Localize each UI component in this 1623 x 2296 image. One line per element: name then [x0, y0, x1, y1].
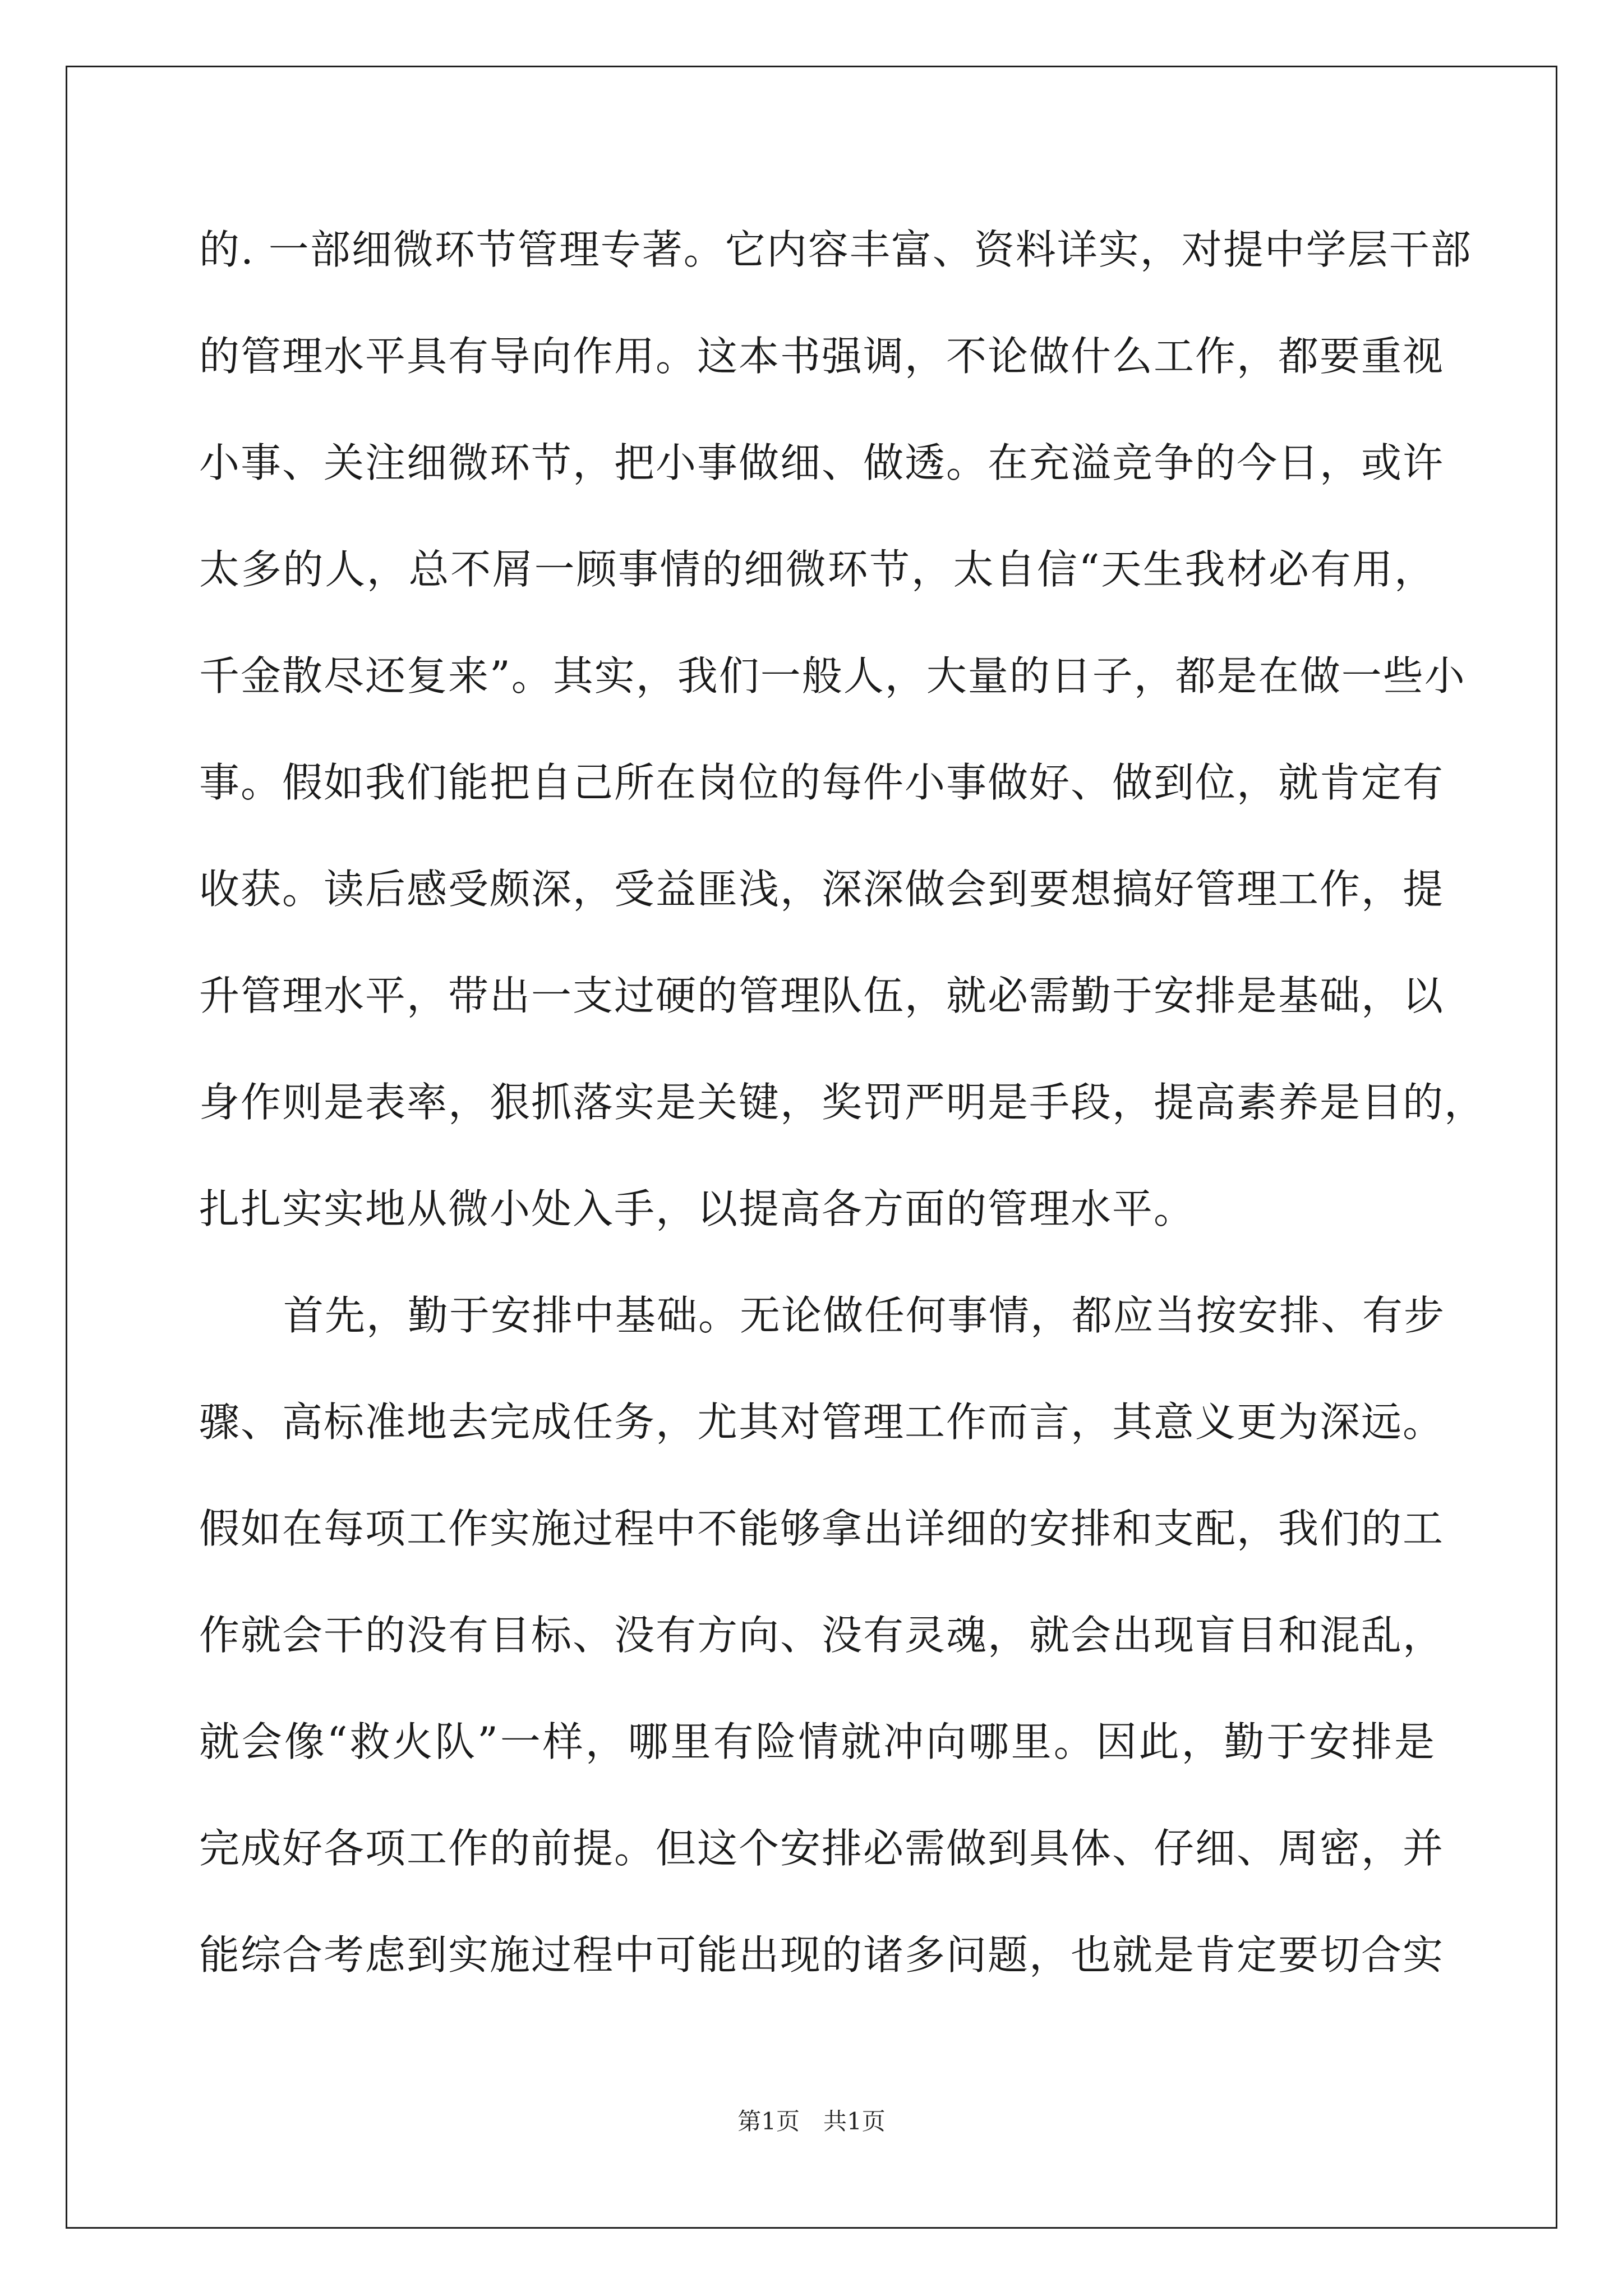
text-line: 太多的人，总不屑一顾事情的细微环节，太自信“天生我材必有用， [199, 546, 1436, 593]
text-line-paragraph-start: 首先，勤于安排中基础。无论做任何事情，都应当按安排、有步 [283, 1292, 1446, 1339]
text-line: 升管理水平，带出一支过硬的管理队伍，就必需勤于安排是基础，以 [199, 972, 1445, 1019]
page-number-footer: 第1页 共1页 [737, 2108, 886, 2135]
text-line: 作就会干的没有目标、没有方向、没有灵魂，就会出现盲目和混乱， [199, 1612, 1445, 1659]
text-line: 千金散尽还复来”。其实，我们一般人，大量的日子，都是在做一些小 [199, 652, 1466, 700]
text-line: 收获。读后感受颇深，受益匪浅，深深做会到要想搞好管理工作，提 [199, 866, 1445, 913]
text-line: 的. 一部细微环节管理专著。它内容丰富、资料详实，对提中学层干部 [199, 226, 1472, 273]
text-line: 能综合考虑到实施过程中可能出现的诸多问题，也就是肯定要切合实 [199, 1931, 1445, 1978]
text-line: 骤、高标准地去完成任务，尤其对管理工作而言，其意义更为深远。 [199, 1398, 1445, 1446]
text-line: 身作则是表率，狠抓落实是关键，奖罚严明是手段，提高素养是目的， [199, 1079, 1486, 1126]
document-body [199, 208, 1486, 2019]
text-line: 小事、关注细微环节，把小事做细、做透。在充溢竞争的今日，或许 [199, 439, 1445, 486]
text-line: 事。假如我们能把自己所在岗位的每件小事做好、做到位，就肯定有 [199, 759, 1445, 806]
text-line: 假如在每项工作实施过程中不能够拿出详细的安排和支配，我们的工 [199, 1505, 1445, 1552]
text-line-paragraph-end: 扎扎实实地从微小处入手，以提高各方面的管理水平。 [199, 1185, 1196, 1232]
text-line: 就会像“救火队”一样，哪里有险情就冲向哪里。因此，勤于安排是 [199, 1718, 1436, 1765]
text-line: 的管理水平具有导向作用。这本书强调，不论做什么工作，都要重视 [199, 333, 1445, 380]
text-line: 完成好各项工作的前提。但这个安排必需做到具体、仔细、周密，并 [199, 1825, 1445, 1872]
